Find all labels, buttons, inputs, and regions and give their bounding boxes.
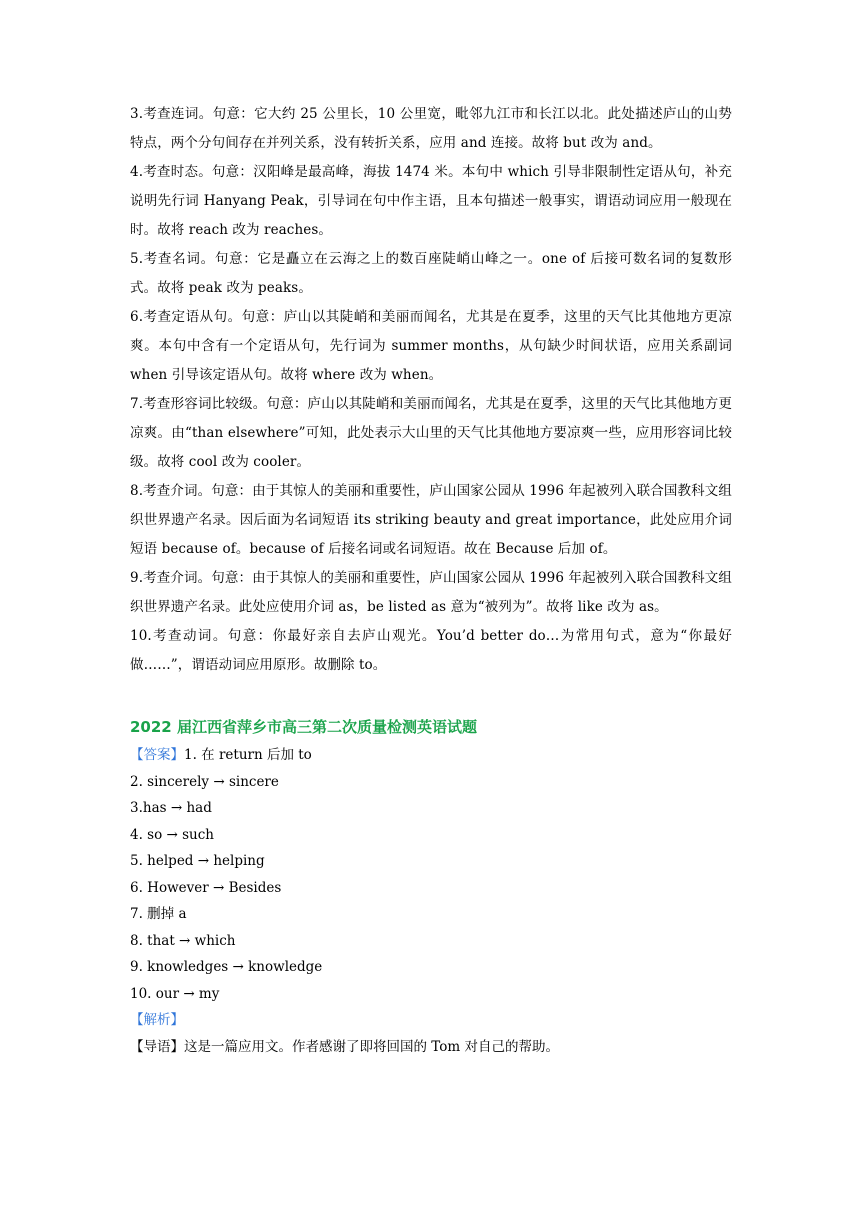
answer-8: 8. that → which (130, 932, 236, 949)
answer-9: 9. knowledges → knowledge (130, 959, 323, 975)
answer-3: 3.has → had (130, 800, 212, 816)
explanation-3: 3.考查连词。句意：它大约 25 公里长，10 公里宽，毗邻九江市和长江以北。此处描述庐山的山势特点，两个分句间存在并列关系，没有转折关系，应用 and 连接。故将 but 改为 and。 (130, 106, 732, 151)
answer-4: 4. so → such (130, 826, 214, 843)
answer-7: 7. 删掉 a (130, 906, 187, 922)
answer-10: 10. our → my (130, 985, 220, 1002)
explanation-4: 4.考查时态。句意：汉阳峰是最高峰，海拔 1474 米。本句中 which 引导非限制性定语从句，补充说明先行词 Hanyang Peak，引导词在句中作主语，且本句描述一般事实，谓语动词应用一般现在时。故将 reach 改为 reaches。 (130, 164, 732, 238)
guide-line (130, 1034, 732, 1061)
explanation-5: 5.考查名词。句意：它是矗立在云海之上的数百座陡峭山峰之一。one of 后接可数名词的复数形式。故将 peak 改为 peaks。 (130, 251, 732, 296)
answer-1: 1. 在 return 后加 to (184, 747, 312, 763)
answer-label: 【答案】 (130, 747, 184, 763)
explanation-7: 7.考查形容词比较级。句意：庐山以其陡峭和美丽而闻名，尤其是在夏季，这里的天气比其他地方更凉爽。由“than elsewhere”可知，此处表示大山里的天气比其他地方要凉爽一些，应用形容词比较级。故将 cool 改为 cooler。 (130, 396, 732, 470)
answer-2: 2. sincerely → sincere (130, 773, 279, 790)
section-gap (130, 680, 732, 712)
analysis-label: 【解析】 (130, 1012, 184, 1028)
guide-text: 这是一篇应用文。作者感谢了即将回国的 Tom 对自己的帮助。 (184, 1038, 559, 1055)
explanation-6: 6.考查定语从句。句意：庐山以其陡峭和美丽而闻名，尤其是在夏季，这里的天气比其他地方更凉爽。本句中含有一个定语从句，先行词为 summer months，从句缺少时间状语，应用关系副词 when 引导该定语从句。故将 where 改为 when。 (130, 309, 732, 383)
explanation-10: 10.考查动词。句意：你最好亲自去庐山观光。You’d better do…为常用句式，意为“你最好做……”，谓语动词应用原形。故删除 to。 (130, 628, 732, 673)
document-page (130, 100, 732, 1060)
explanation-9: 9.考查介词。句意：由于其惊人的美丽和重要性，庐山国家公园从 1996 年起被列入联合国教科文组织世界遗产名录。此处应使用介词 as，be listed as 意为“被列为”。故将 like 改为 as。 (130, 570, 732, 615)
section-title: 2022 届江西省萍乡市高三第二次质量检测英语试题 (130, 718, 477, 736)
analysis-heading (130, 1007, 732, 1034)
answer-6: 6. However → Besides (130, 879, 282, 896)
answer-5: 5. helped → helping (130, 853, 265, 869)
guide-label: 【导语】 (130, 1038, 184, 1055)
answer-line-1 (130, 742, 732, 769)
explanation-8: 8.考查介词。句意：由于其惊人的美丽和重要性，庐山国家公园从 1996 年起被列入联合国教科文组织世界遗产名录。因后面为名词短语 its striking beauty and great importance，此处应用介词短语 because of。because of 后接名词或名词短语。故在 Because 后加 of。 (130, 483, 732, 557)
